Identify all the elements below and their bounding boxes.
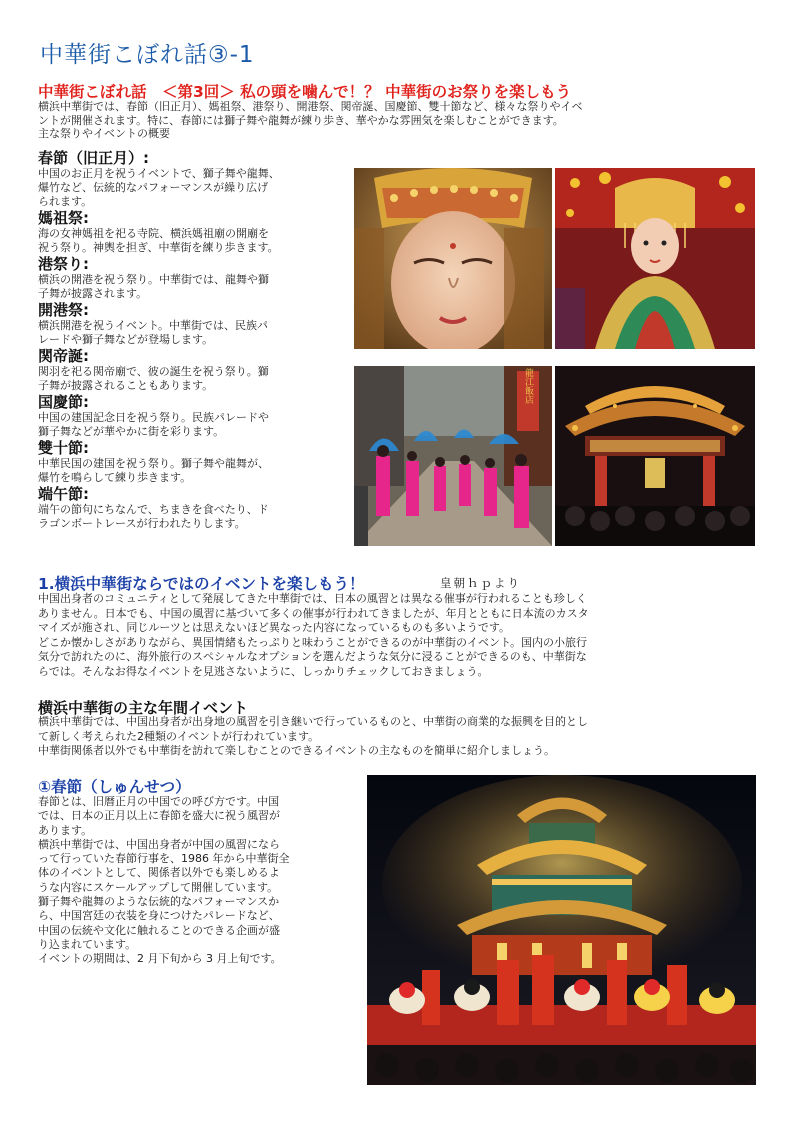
paragraph-line: うな内容にスケールアップして開催しています。 bbox=[38, 880, 279, 894]
spring-festival-heading: ①春節（しゅんせつ） bbox=[38, 778, 191, 796]
photo-mazu-figure bbox=[555, 168, 755, 349]
paragraph-line: ありません。日本でも、中国の風習に基づいて多くの催事が行われてきましたが、年月とともに日本流のカスタ bbox=[38, 606, 589, 620]
festival-desc: 中華民国の建国を祝う祭り。獅子舞や龍舞が、 爆竹を鳴らして練り歩きます。 bbox=[38, 457, 269, 484]
photo-mazu-statue bbox=[354, 168, 552, 349]
paragraph-line: 中国の伝統や文化に触れることのできる企画が盛 bbox=[38, 923, 280, 937]
festival-item-tango bbox=[38, 486, 348, 531]
photo-night-gate bbox=[555, 366, 755, 546]
paragraph-line: 横浜中華街では、中国出身者が出身地の風習を引き継いで行っているものと、中華街の商業的な振興を目的とし bbox=[38, 715, 588, 728]
article-headline: 中華街こぼれ話 ＜第3回＞ 私の頭を噛んで！？ 中華街のお祭りを楽しもう bbox=[38, 83, 572, 101]
festival-item-kokkei bbox=[38, 394, 348, 439]
paragraph-line: 横浜中華街では、中国出身者が中国の風習になら bbox=[38, 837, 280, 851]
festival-name: 端午節: bbox=[38, 485, 89, 503]
festival-name: 開港祭: bbox=[38, 301, 89, 319]
paragraph-line: 体のイベントとして、関係者以外でも楽しめるよ bbox=[38, 866, 280, 880]
festival-list bbox=[38, 150, 348, 532]
festival-name: 国慶節: bbox=[38, 393, 89, 411]
paragraph-line: 気分で訪れたのに、海外旅行のスペシャルなオプションを選んだような気分に浸ることができるのも、中華街な bbox=[38, 650, 587, 663]
annual-events-body bbox=[38, 715, 760, 759]
paragraph-line: って行っていた春節行事を、1986 年から中華街全 bbox=[38, 852, 290, 866]
paragraph-line: 春節とは、旧暦正月の中国での呼び方です。中国 bbox=[38, 795, 280, 808]
festival-name: 春節（旧正月）: bbox=[38, 149, 149, 167]
paragraph-line: どこか懐かしさがありながら、異国情緒もたっぷりと味わうことができるのが中華街のイベント。国内の小旅行 bbox=[38, 635, 588, 649]
paragraph-line: り込まれています。 bbox=[38, 937, 137, 951]
paragraph-line: 獅子舞や龍舞のような伝統的なパフォーマンスか bbox=[38, 895, 280, 909]
intro-paragraph bbox=[38, 100, 760, 141]
festival-name: 雙十節: bbox=[38, 439, 89, 457]
paragraph-line: イベントの期間は、2 月下旬から 3 月上旬です。 bbox=[38, 952, 282, 966]
street-sign-text: 龍江飯店 bbox=[523, 368, 533, 404]
annual-events-heading: 横浜中華街の主な年間イベント bbox=[38, 699, 249, 717]
paragraph-line: て新しく考えられた2種類のイベントが行われています。 bbox=[38, 729, 320, 743]
page-title: 中華街こぼれ話③-1 bbox=[40, 42, 255, 68]
photo-fan-dance-parade bbox=[354, 366, 552, 546]
photo-spring-festival-lion-dance bbox=[367, 775, 756, 1085]
festival-item-minato bbox=[38, 256, 348, 301]
festival-item-shunsetsu bbox=[38, 150, 348, 209]
intro-line: ントが開催されます。特に、春節には獅子舞や龍舞が練り歩き、華やかな雰囲気を楽しむことができます。 bbox=[38, 113, 564, 127]
paragraph-line: 中国出身者のコミュニティとして発展してきた中華街では、日本の風習とは異なる催事が行われることも珍しく bbox=[38, 592, 587, 605]
festival-item-maso bbox=[38, 210, 348, 255]
paragraph-line: あります。 bbox=[38, 823, 93, 837]
festival-desc: 中国のお正月を祝うイベントで、獅子舞や龍舞、 爆竹など、伝統的なパフォーマンスが繰り広げ られます。 bbox=[38, 167, 280, 208]
spring-festival-body bbox=[38, 795, 362, 967]
section-heading-events: 1.横浜中華街ならではのイベントを楽しもう！ bbox=[38, 575, 365, 593]
paragraph-line: 中華街関係者以外でも中華街を訪れて楽しむことのできるイベントの主なものを簡単に紹介しましょう。 bbox=[38, 744, 555, 757]
intro-line: 主な祭りやイベントの概要 bbox=[38, 127, 170, 140]
festival-desc: 端午の節句にちなんで、ちまきを食べたり、ド ラゴンボートレースが行われたりします。 bbox=[38, 503, 269, 530]
festival-name: 関帝誕: bbox=[38, 347, 89, 365]
festival-name: 港祭り: bbox=[38, 255, 89, 273]
festival-desc: 中国の建国記念日を祝う祭り。民族パレードや 獅子舞などが華やかに街を彩ります。 bbox=[38, 411, 269, 438]
festival-desc: 横浜開港を祝うイベント。中華街では、民族パ レードや獅子舞などが登場します。 bbox=[38, 319, 269, 346]
festival-desc: 関羽を祀る関帝廟で、彼の誕生を祝う祭り。獅 子舞が披露されることもあります。 bbox=[38, 365, 269, 392]
festival-desc: 海の女神媽祖を祀る寺院、横浜媽祖廟の開廟を 祝う祭り。神輿を担ぎ、中華街を練り歩きます。 bbox=[38, 227, 279, 254]
source-credit: 皇朝ｈｐより bbox=[440, 576, 521, 590]
intro-line: 横浜中華街では、春節（旧正月）、媽祖祭、港祭り、開港祭、関帝誕、国慶節、雙十節など、様々な祭りやイベ bbox=[38, 100, 583, 113]
festival-item-kaikou bbox=[38, 302, 348, 347]
paragraph-line: らでは。そんなお得なイベントを見逃さないように、しっかりチェックしておきましょう。 bbox=[38, 664, 489, 678]
festival-name: 媽祖祭: bbox=[38, 209, 89, 227]
festival-item-soujuu bbox=[38, 440, 348, 485]
paragraph-line: マイズが施され、同じルーツとは思えないほど異なった内容になっているものも多いようです。 bbox=[38, 621, 511, 634]
paragraph-line: では、日本の正月以上に春節を盛大に祝う風習が bbox=[38, 809, 280, 823]
paragraph-line: ら、中国宮廷の衣装を身につけたパレードなど、 bbox=[38, 909, 280, 923]
festival-desc: 横浜の開港を祝う祭り。中華街では、龍舞や獅 子舞が披露されます。 bbox=[38, 273, 269, 300]
festival-item-kanteitan bbox=[38, 348, 348, 393]
section-body-events bbox=[38, 592, 760, 679]
